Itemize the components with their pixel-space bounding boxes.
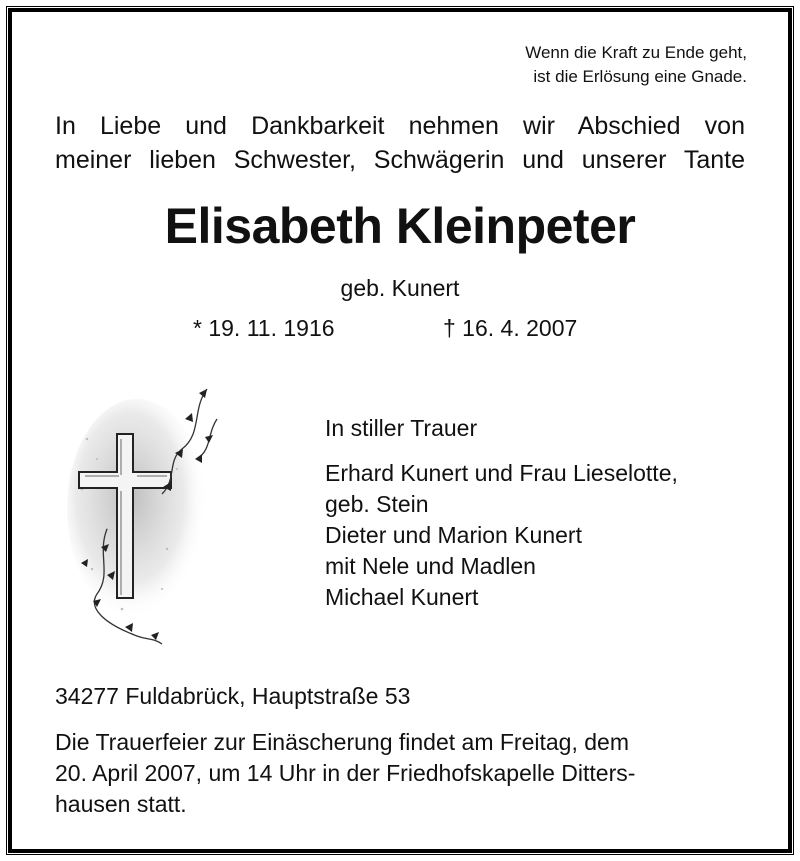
obituary-notice: [6, 6, 794, 855]
cross-with-ivy-icon: [67, 379, 227, 649]
mourner-line: Erhard Kunert und Frau Lieselotte,: [325, 460, 678, 486]
birth-date: * 19. 11. 1916: [193, 315, 335, 341]
mourner-line: mit Nele und Madlen: [325, 553, 536, 579]
motto-line: Wenn die Kraft zu Ende geht,: [525, 43, 747, 62]
service-line: Die Trauerfeier zur Einäscherung findet am Freitag, dem: [55, 729, 629, 755]
address: 34277 Fuldabrück, Hauptstraße 53: [55, 683, 411, 709]
intro-line: In Liebe und Dankbarkeit nehmen wir Abschied von: [55, 112, 745, 140]
mourner-line: geb. Stein: [325, 491, 429, 517]
intro-line: meiner lieben Schwester, Schwägerin und unserer Tante: [55, 146, 745, 174]
mourner-line: Dieter und Marion Kunert: [325, 522, 582, 548]
mourners-lead: In stiller Trauer: [325, 415, 478, 441]
service-line: hausen statt.: [55, 791, 187, 817]
intro-text: [55, 109, 745, 177]
motto-quote: [525, 41, 747, 89]
service-line: 20. April 2007, um 14 Uhr in der Friedhofskapelle Ditters-: [55, 760, 636, 786]
mourner-line: Michael Kunert: [325, 584, 479, 610]
motto-line: ist die Erlösung eine Gnade.: [533, 67, 747, 86]
maiden-name: geb. Kunert: [340, 275, 460, 301]
deceased-name: Elisabeth Kleinpeter: [164, 198, 636, 254]
service-info: [55, 727, 751, 820]
death-date: † 16. 4. 2007: [443, 315, 578, 341]
mourners-block: [325, 413, 678, 613]
